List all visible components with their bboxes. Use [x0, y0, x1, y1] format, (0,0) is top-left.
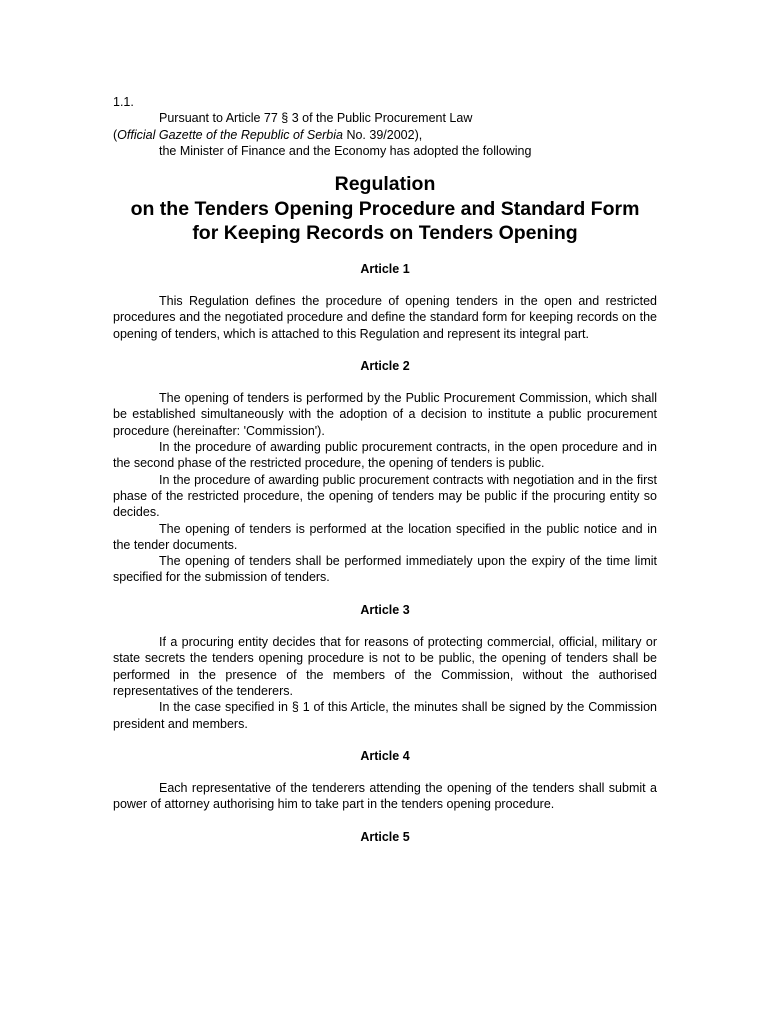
article-4 — [113, 748, 657, 813]
document-title — [113, 172, 657, 246]
article-paragraph: In the procedure of awarding public procurement contracts, in the open procedure and in the second phase of the restricted procedure, the opening of tenders is public. — [113, 440, 657, 471]
article-paragraph: The opening of tenders is performed at the location specified in the public notice and in the tender documents. — [113, 521, 657, 552]
preamble-line-1: Pursuant to Article 77 § 3 of the Public Procurement Law — [159, 111, 473, 126]
gazette-name: Official Gazette of the Republic of Serbia — [117, 127, 343, 142]
title-line-1: Regulation — [334, 173, 436, 196]
article-3 — [113, 602, 657, 732]
gazette-number: No. 39/2002), — [342, 127, 423, 142]
article-paragraph: In the procedure of awarding public procurement contracts with negotiation and in the first phase of the restricted procedure, the opening of tenders may be public if the procuring entity so decides. — [113, 472, 657, 520]
preamble — [113, 110, 657, 159]
article-paragraph: If a procuring entity decides that for reasons of protecting commercial, official, military or state secrets the tenders opening procedure is not to be public, the opening of tenders shall be performed in the presence of the members of the Commission, without the authorised representatives of the tenderers. — [113, 635, 657, 698]
article-heading: Article 3 — [360, 602, 410, 617]
article-paragraph: In the case specified in § 1 of this Article, the minutes shall be signed by the Commission president and members. — [113, 700, 657, 731]
article-paragraph: This Regulation defines the procedure of opening tenders in the open and restricted procedures and the negotiated procedure and define the standard form for keeping records on the opening of tenders, which is attached to this Regulation and represent its integral part. — [113, 293, 657, 341]
article-heading: Article 1 — [360, 261, 410, 276]
document-page — [113, 94, 657, 861]
preamble-line-2 — [113, 127, 657, 143]
article-paragraph: The opening of tenders is performed by the Public Procurement Commission, which shall be established simultaneously with the adoption of a decision to institute a public procurement procedure (hereinafter: 'Commission'). — [113, 391, 657, 438]
title-line-3: for Keeping Records on Tenders Opening — [192, 222, 578, 245]
article-5 — [113, 829, 657, 845]
title-line-2: on the Tenders Opening Procedure and Standard Form — [130, 197, 640, 220]
preamble-paren: ( — [113, 127, 118, 142]
article-1 — [113, 261, 657, 342]
article-heading: Article 4 — [360, 748, 410, 763]
article-heading: Article 5 — [360, 829, 410, 844]
article-2 — [113, 358, 657, 586]
article-heading: Article 2 — [360, 358, 410, 373]
article-paragraph: The opening of tenders shall be performed immediately upon the expiry of the time limit specified for the submission of tenders. — [113, 554, 657, 585]
section-number: 1.1. — [113, 95, 134, 109]
article-paragraph: Each representative of the tenderers attending the opening of the tenders shall submit a power of attorney authorising him to take part in the tenders opening procedure. — [113, 781, 657, 812]
preamble-line-3: the Minister of Finance and the Economy has adopted the following — [159, 143, 532, 158]
